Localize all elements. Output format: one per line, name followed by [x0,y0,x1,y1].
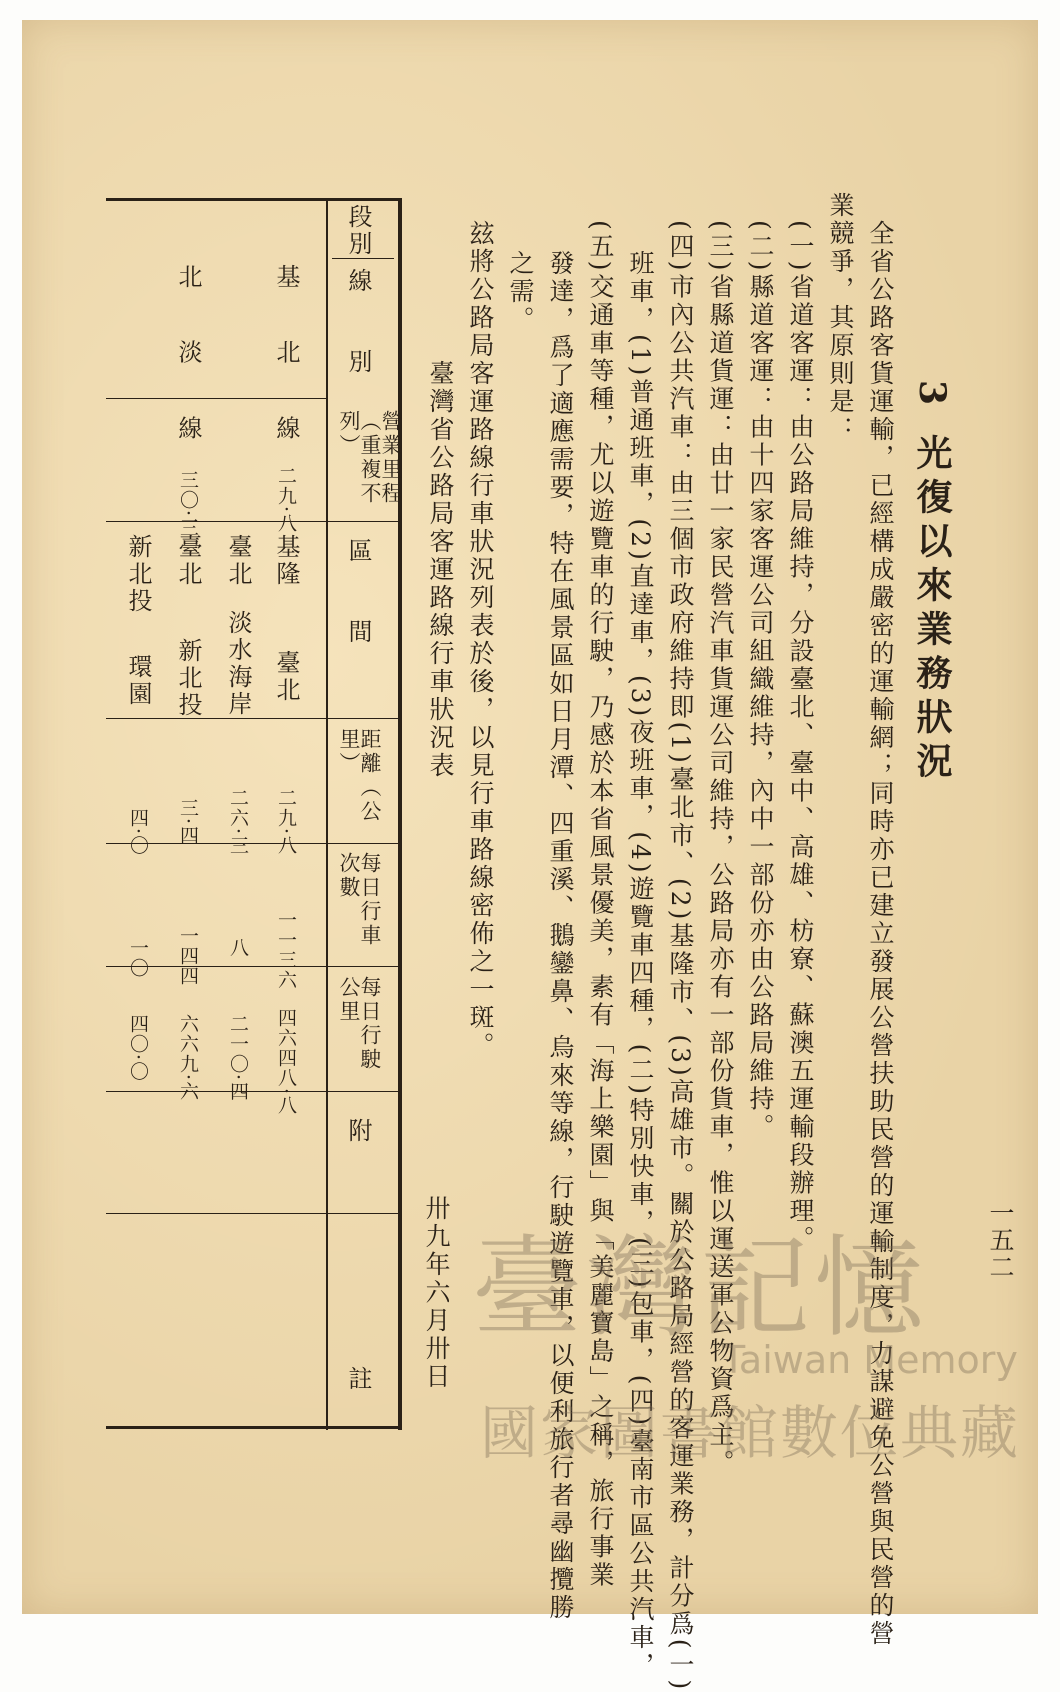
table-date: 卅九年六月卅日 [422,1195,451,1391]
scanned-page [22,20,1038,1692]
row-mileage: 二九·八 [275,466,297,534]
row-to: 臺北 [272,650,300,704]
table-caption: 臺灣省公路局客運路線行車狀況表 [426,360,455,780]
col-rule [332,258,394,259]
header-daily-trips: 每日行車次數 [337,852,382,948]
row-trips: 一一三六 [275,910,297,990]
col-rule [106,1091,402,1092]
row-trips: 八 [227,938,249,958]
row-to: 淡水海岸 [224,610,252,718]
paragraph-line: (五)交通車等種，尤以遊覽車的行駛，乃感於本省風景優美，素有「海上樂園」與「美麗寶島」之稱，旅行事業 [586,220,615,1590]
row-distance: 三·四 [177,798,199,846]
row-line: 北 淡 線 [174,264,202,462]
row-trips: 一四四 [177,926,199,986]
row-to: 環園 [124,654,152,708]
row-from: 基隆 [272,534,300,588]
page-number: 一五二 [986,1200,1015,1281]
row-to: 新北投 [174,638,202,719]
row-distance: 二九·八 [275,788,297,856]
paragraph-line: 之需。 [506,250,535,334]
header-line: 線 別 [344,268,372,376]
row-line: 基 北 線 [272,264,300,462]
paragraph-line: 玆將公路局客運路線行車狀況列表於後，以見行車路線密佈之一斑。 [466,220,495,1060]
paragraph-line: (四)市內公共汽車：由三個市政府維持即(1)臺北市、(2)基隆市、(3)高雄市。關於公路局經營的客運業務，計分爲(一) [666,220,695,1692]
row-from: 臺北 [174,534,202,588]
table-right-rule [398,198,402,1430]
paragraph-line: 全省公路客貨運輸，已經構成嚴密的運輸網；同時亦已建立發展公營扶助民營的運輸制度，力謀避免公營與民營的營 [866,220,895,1648]
col-rule [106,843,402,844]
paragraph-line: 發達，爲了適應需要，特在風景區如日月潭、四重溪、鵝鑾鼻、烏來等線，行駛遊覽車，以便利旅行者尋幽攬勝 [546,250,575,1622]
row-km: 六六九·六 [177,1014,199,1102]
col-rule [106,966,402,967]
header-daily-km: 每日行駛公里 [337,976,382,1072]
paragraph-line: 業競爭，其原則是： [826,192,855,444]
row-from: 新北投 [124,534,152,615]
table-top-rule [106,198,402,201]
header-section: 段別 [344,204,372,258]
watermark-english: Taiwan Memory [722,1338,1018,1382]
row-mileage: 三〇·三 [177,470,199,538]
row-km: 二一〇·四 [227,1014,249,1102]
header-mileage: 營業里程（重複不列） [337,410,403,506]
row-distance: 二六·三 [227,788,249,856]
col-rule [106,718,402,719]
watermark-library: 國家圖書館數位典藏 [480,1399,1021,1467]
section-title: 3 光復以來業務狀況 [911,380,953,786]
paragraph-line: (三)省縣道貨運：由廿一家民營汽車貨運公司維持，公路局亦有一部份貨車，惟以運送軍公物資爲主。 [706,220,735,1478]
row-km: 四六四八·八 [275,1008,297,1116]
header-distance: 距離（公里） [337,728,382,824]
row-km: 四〇·〇 [127,1014,149,1082]
paragraph-line: (二)縣道客運：由十四家客運公司組織維持，內中一部份亦由公路局維持。 [746,220,775,1142]
header-divider [326,198,328,1430]
header-remarks: 附 註 [344,1118,372,1428]
paragraph-line: (一)省道客運：由公路局維持，分設臺北、臺中、高雄、枋寮、蘇澳五運輸段辦理。 [786,220,815,1254]
paragraph-line: 班車，(1)普通班車，(2)直達車，(3)夜班車，(4)遊覽車四種，(二)特別快車，(三)包車，(四)臺南市區公共汽車， [626,250,655,1681]
header-interval: 區 間 [344,538,372,646]
watermark-logo: 臺灣記憶 [472,1224,928,1352]
row-trips: 一〇 [127,938,149,978]
route-table [106,198,404,1430]
col-rule [106,521,402,522]
row-distance: 四·〇 [127,808,149,856]
row-from: 臺北 [224,534,252,588]
